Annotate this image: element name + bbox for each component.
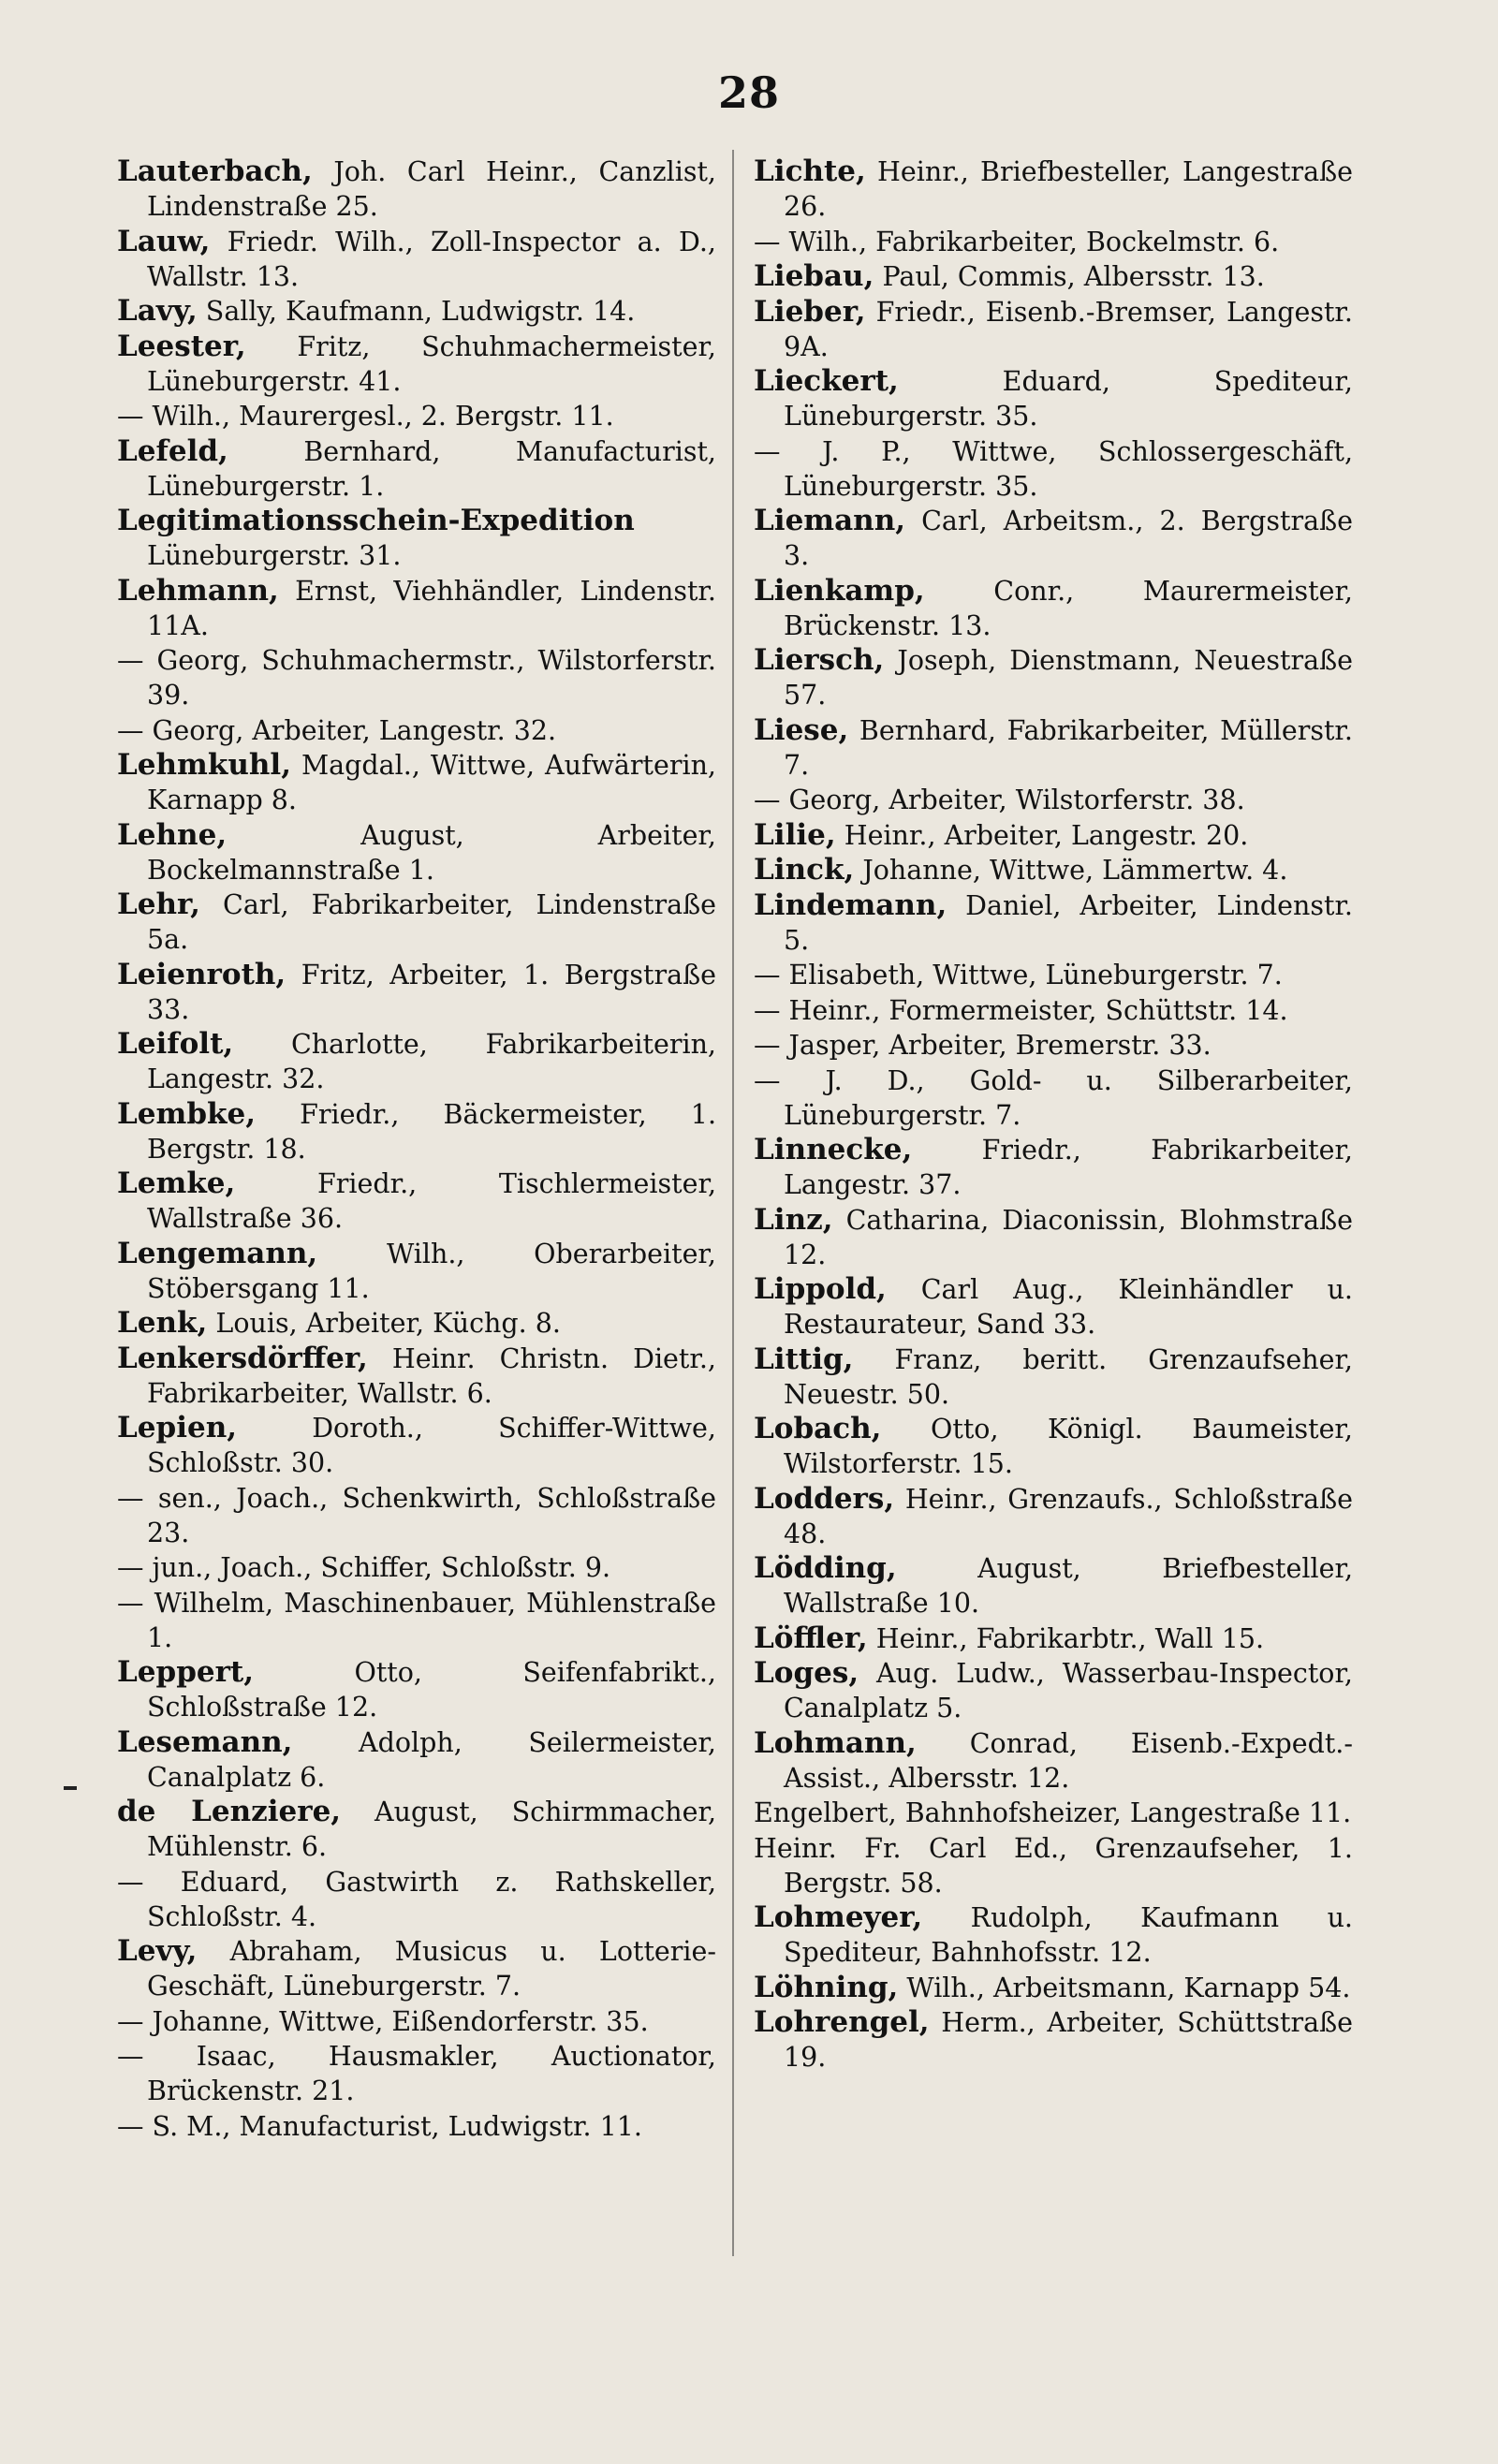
entry-details: Ernst, Viehhändler, Lindenstr. 11A. bbox=[147, 575, 716, 641]
entry-details: Abraham, Musicus u. Lotterie-Geschäft, Lüneburgerstr. 7. bbox=[147, 1936, 716, 2002]
directory-entry bbox=[117, 1865, 716, 1934]
directory-entry bbox=[754, 1063, 1353, 1133]
entry-details: August, Arbeiter, Bockelmannstraße 1. bbox=[147, 819, 716, 886]
entry-name: Lödding, bbox=[754, 1551, 897, 1585]
entry-details: Joseph, Dienstmann, Neuestraße 57. bbox=[784, 645, 1353, 711]
directory-entry bbox=[117, 1237, 716, 1306]
entry-details: Eduard, Spediteur, Lüneburgerstr. 35. bbox=[784, 366, 1353, 432]
entry-name: Löffler, bbox=[754, 1621, 868, 1655]
directory-entry bbox=[754, 364, 1353, 433]
entry-name: Lohmann, bbox=[754, 1725, 917, 1760]
entry-name: Lenkersdörffer, bbox=[117, 1341, 368, 1375]
entry-details: — S. M., Manufacturist, Ludwigstr. 11. bbox=[117, 2110, 642, 2142]
entry-name: Lavy, bbox=[117, 294, 198, 328]
entry-details: — Elisabeth, Wittwe, Lüneburgerstr. 7. bbox=[754, 960, 1283, 990]
entry-details: — J. P., Wittwe, Schlossergeschäft, Lüneburgerstr. 35. bbox=[754, 435, 1353, 502]
entry-details: Daniel, Arbeiter, Lindenstr. 5. bbox=[784, 889, 1353, 956]
entry-name: Lienkamp, bbox=[754, 573, 925, 608]
directory-entry bbox=[754, 1482, 1353, 1551]
directory-entry bbox=[117, 887, 716, 957]
directory-entry bbox=[117, 1586, 716, 1655]
directory-entry bbox=[754, 225, 1353, 259]
directory-entry bbox=[117, 1027, 716, 1096]
entry-name: Liemann, bbox=[754, 504, 906, 537]
entry-details: Fritz, Arbeiter, 1. Bergstraße 33. bbox=[147, 959, 716, 1025]
entry-name: Lippold, bbox=[754, 1272, 887, 1306]
entry-details: Doroth., Schiffer-Wittwe, Schloßstr. 30. bbox=[147, 1413, 716, 1478]
directory-entry bbox=[117, 1655, 716, 1724]
entry-name: Lindemann, bbox=[754, 887, 947, 922]
entry-name: Linz, bbox=[754, 1202, 833, 1237]
entry-details: Heinr. Christn. Dietr., Fabrikarbeiter, Wallstr. 6. bbox=[147, 1342, 716, 1409]
directory-entry bbox=[754, 295, 1353, 364]
directory-entry bbox=[754, 1272, 1353, 1342]
column-divider bbox=[732, 150, 734, 2256]
entry-name: Lieckert, bbox=[754, 364, 899, 398]
entry-name: Lembke, bbox=[117, 1096, 256, 1131]
entry-details: — Wilh., Maurergesl., 2. Bergstr. 11. bbox=[117, 401, 614, 432]
directory-entry bbox=[117, 399, 716, 433]
entry-name: Lemke, bbox=[117, 1166, 236, 1200]
entry-details: Rudolph, Kaufmann u. Spediteur, Bahnhofsstr. 12. bbox=[784, 1902, 1353, 1968]
directory-entry bbox=[754, 1656, 1353, 1725]
margin-mark bbox=[64, 1786, 77, 1790]
entry-details: Friedr. Wilh., Zoll-Inspector a. D., Wallstr. 13. bbox=[147, 226, 716, 292]
entry-details: Friedr., Eisenb.-Bremser, Langestr. 9A. bbox=[784, 296, 1353, 362]
entry-name: Lepien, bbox=[117, 1411, 238, 1445]
entry-details: Otto, Seifenfabrikt., Schloßstraße 12. bbox=[147, 1657, 716, 1723]
entry-name: Littig, bbox=[754, 1342, 854, 1376]
entry-details: — Eduard, Gastwirth z. Rathskeller, Schloßstr. 4. bbox=[117, 1866, 716, 1932]
directory-entry bbox=[754, 504, 1353, 573]
entry-details: Conr., Maurermeister, Brückenstr. 13. bbox=[784, 575, 1353, 641]
entry-details: — Georg, Schuhmachermstr., Wilstorferstr. 39. bbox=[117, 645, 716, 711]
entry-details: Engelbert, Bahnhofsheizer, Langestraße 11. bbox=[754, 1797, 1352, 1828]
entry-name: Lesemann, bbox=[117, 1724, 293, 1759]
directory-entry bbox=[754, 958, 1353, 992]
directory-entry bbox=[754, 713, 1353, 783]
directory-entry bbox=[117, 574, 716, 643]
entry-details: Louis, Arbeiter, Küchg. 8. bbox=[207, 1308, 561, 1339]
directory-entry bbox=[754, 1028, 1353, 1063]
entry-details: Aug. Ludw., Wasserbau-Inspector, Canalplatz 5. bbox=[784, 1658, 1353, 1723]
directory-entry bbox=[754, 1412, 1353, 1481]
entry-details: Sally, Kaufmann, Ludwigstr. 14. bbox=[197, 296, 636, 327]
directory-entry bbox=[754, 993, 1353, 1028]
entry-details: Heinr., Briefbesteller, Langestraße 26. bbox=[784, 156, 1353, 222]
entry-name: Lefeld, bbox=[117, 433, 228, 468]
entry-name: Lehmkuhl, bbox=[117, 748, 291, 782]
entry-details: — sen., Joach., Schenkwirth, Schloßstraße 23. bbox=[117, 1482, 716, 1548]
directory-entry bbox=[117, 330, 716, 399]
directory-entry bbox=[754, 1726, 1353, 1796]
directory-entry bbox=[117, 1934, 716, 2003]
entry-details: Johanne, Wittwe, Lämmertw. 4. bbox=[854, 855, 1288, 886]
entry-name: Liese, bbox=[754, 712, 849, 747]
entry-details: Charlotte, Fabrikarbeiterin, Langestr. 32. bbox=[147, 1029, 716, 1094]
entry-name: Legitimationsschein-Expedition bbox=[117, 504, 635, 537]
entry-details: — J. D., Gold- u. Silberarbeiter, Lüneburgerstr. 7. bbox=[754, 1064, 1353, 1131]
directory-entry bbox=[754, 434, 1353, 504]
directory-entry bbox=[117, 225, 716, 294]
entry-details: Carl Aug., Kleinhändler u. Restaurateur, Sand 33. bbox=[784, 1274, 1353, 1340]
directory-entry bbox=[117, 1097, 716, 1166]
entry-name: Leienroth, bbox=[117, 957, 286, 991]
directory-entry bbox=[117, 748, 716, 817]
directory-entry bbox=[754, 888, 1353, 958]
directory-entry bbox=[117, 1795, 716, 1864]
directory-entry bbox=[117, 2109, 716, 2144]
directory-entry bbox=[117, 643, 716, 712]
entry-details: Wilh., Arbeitsmann, Karnapp 54. bbox=[898, 1972, 1351, 2003]
entry-details: Heinr., Grenzaufs., Schloßstraße 48. bbox=[784, 1483, 1353, 1549]
entry-name: Lichte, bbox=[754, 154, 866, 188]
directory-entry bbox=[754, 1133, 1353, 1202]
entry-details: — Georg, Arbeiter, Wilstorferstr. 38. bbox=[754, 785, 1245, 815]
entry-details: — Georg, Arbeiter, Langestr. 32. bbox=[117, 714, 557, 746]
entry-name: Lehr, bbox=[117, 887, 200, 921]
right-column bbox=[754, 154, 1353, 2075]
entry-details: Friedr., Tischlermeister, Wallstraße 36. bbox=[147, 1168, 716, 1234]
directory-entry bbox=[117, 154, 716, 224]
entry-details: — Jasper, Arbeiter, Bremerstr. 33. bbox=[754, 1030, 1212, 1061]
entry-details: Lüneburgerstr. 31. bbox=[147, 540, 402, 571]
entry-name: Leifolt, bbox=[117, 1027, 234, 1061]
entry-details: August, Briefbesteller, Wallstraße 10. bbox=[784, 1553, 1353, 1619]
entry-details: Carl, Fabrikarbeiter, Lindenstraße 5a. bbox=[147, 889, 716, 955]
entry-details: Fritz, Schuhmachermeister, Lüneburgerstr. 41. bbox=[147, 330, 716, 397]
directory-entry bbox=[754, 1621, 1353, 1656]
left-column bbox=[117, 154, 716, 2144]
entry-details: Heinr., Fabrikarbtr., Wall 15. bbox=[867, 1622, 1265, 1654]
entry-details: Joh. Carl Heinr., Canzlist, Lindenstraße 25. bbox=[147, 156, 716, 222]
directory-entry bbox=[754, 1203, 1353, 1272]
entry-details: Heinr. Fr. Carl Ed., Grenzaufseher, 1. Bergstr. 58. bbox=[754, 1832, 1353, 1899]
entry-name: Lauterbach, bbox=[117, 154, 313, 188]
directory-entry bbox=[117, 1411, 716, 1480]
directory-entry bbox=[117, 434, 716, 504]
entry-name: Lohmeyer, bbox=[754, 1900, 923, 1934]
entry-name: Leester, bbox=[117, 329, 246, 363]
directory-entry bbox=[754, 574, 1353, 643]
entry-details: Herm., Arbeiter, Schüttstraße 19. bbox=[784, 2007, 1353, 2073]
entry-name: Lodders, bbox=[754, 1481, 895, 1516]
directory-entry bbox=[754, 259, 1353, 294]
entry-details: Friedr., Bäckermeister, 1. Bergstr. 18. bbox=[147, 1098, 716, 1165]
directory-entry bbox=[754, 1796, 1353, 1830]
directory-entry bbox=[117, 2004, 716, 2039]
directory-entry bbox=[754, 818, 1353, 853]
entry-details: — Wilh., Fabrikarbeiter, Bockelmstr. 6. bbox=[754, 226, 1280, 257]
directory-entry bbox=[117, 1166, 716, 1236]
directory-entry bbox=[117, 2039, 716, 2108]
directory-entry bbox=[754, 1971, 1353, 2005]
entry-name: de Lenziere, bbox=[117, 1795, 342, 1828]
entry-details: Conrad, Eisenb.-Expedt.-Assist., Albersstr. 12. bbox=[784, 1727, 1353, 1794]
entry-name: Lehmann, bbox=[117, 573, 279, 608]
entry-details: August, Schirmmacher, Mühlenstr. 6. bbox=[147, 1797, 717, 1862]
entry-details: Catharina, Diaconissin, Blohmstraße 12. bbox=[784, 1204, 1353, 1270]
page-number: 28 bbox=[717, 67, 780, 118]
entry-name: Liebau, bbox=[754, 259, 874, 293]
entry-details: Bernhard, Fabrikarbeiter, Müllerstr. 7. bbox=[784, 714, 1353, 781]
entry-details: Otto, Königl. Baumeister, Wilstorferstr. 15. bbox=[784, 1414, 1353, 1479]
directory-entry bbox=[754, 154, 1353, 224]
entry-name: Lohrengel, bbox=[754, 2005, 930, 2039]
entry-name: Lauw, bbox=[117, 224, 211, 258]
entry-details: — Isaac, Hausmakler, Auctionator, Brückenstr. 21. bbox=[117, 2041, 716, 2106]
entry-details: — jun., Joach., Schiffer, Schloßstr. 9. bbox=[117, 1552, 611, 1583]
entry-details: Franz, beritt. Grenzaufseher, Neuestr. 50. bbox=[784, 1343, 1353, 1410]
entry-name: Lieber, bbox=[754, 294, 866, 329]
directory-entry bbox=[754, 1900, 1353, 1970]
entry-name: Leppert, bbox=[117, 1655, 255, 1689]
entry-name: Lilie, bbox=[754, 817, 836, 852]
directory-entry bbox=[117, 294, 716, 329]
directory-entry bbox=[117, 1342, 716, 1411]
directory-entry bbox=[117, 504, 716, 573]
entry-name: Linck, bbox=[754, 853, 855, 887]
entry-details: — Wilhelm, Maschinenbauer, Mühlenstraße 1. bbox=[117, 1587, 716, 1653]
entry-details: Heinr., Arbeiter, Langestr. 20. bbox=[835, 819, 1249, 851]
entry-name: Linnecke, bbox=[754, 1133, 913, 1166]
entry-details: Paul, Commis, Albersstr. 13. bbox=[874, 261, 1265, 292]
entry-name: Lenk, bbox=[117, 1306, 208, 1340]
directory-entry bbox=[117, 1306, 716, 1341]
entry-details: Bernhard, Manufacturist, Lüneburgerstr. 1. bbox=[147, 435, 716, 502]
entry-name: Loges, bbox=[754, 1656, 859, 1690]
directory-entry bbox=[754, 783, 1353, 817]
directory-entry bbox=[117, 958, 716, 1027]
entry-name: Lengemann, bbox=[117, 1236, 318, 1270]
entry-details: — Johanne, Wittwe, Eißendorferstr. 35. bbox=[117, 2005, 649, 2037]
directory-entry bbox=[117, 1550, 716, 1585]
entry-details: — Heinr., Formermeister, Schüttstr. 14. bbox=[754, 994, 1288, 1026]
directory-entry bbox=[117, 818, 716, 887]
directory-entry bbox=[754, 853, 1353, 887]
directory-entry bbox=[754, 1551, 1353, 1621]
directory-entry bbox=[117, 1481, 716, 1550]
entry-details: Carl, Arbeitsm., 2. Bergstraße 3. bbox=[784, 506, 1353, 571]
directory-entry bbox=[754, 643, 1353, 712]
directory-entry bbox=[754, 2005, 1353, 2075]
directory-entry bbox=[754, 1342, 1353, 1412]
entry-name: Lobach, bbox=[754, 1412, 882, 1445]
entry-details: Wilh., Oberarbeiter, Stöbersgang 11. bbox=[147, 1238, 716, 1304]
entry-name: Löhning, bbox=[754, 1970, 899, 2004]
entry-name: Levy, bbox=[117, 1934, 198, 1968]
entry-name: Lehne, bbox=[117, 817, 228, 852]
entry-details: Friedr., Fabrikarbeiter, Langestr. 37. bbox=[784, 1135, 1353, 1200]
directory-entry bbox=[117, 713, 716, 748]
directory-entry bbox=[754, 1831, 1353, 1900]
entry-details: Magdal., Wittwe, Aufwärterin, Karnapp 8. bbox=[147, 750, 716, 815]
entry-details: Adolph, Seilermeister, Canalplatz 6. bbox=[147, 1726, 716, 1793]
directory-entry bbox=[117, 1725, 716, 1795]
entry-name: Liersch, bbox=[754, 643, 885, 677]
